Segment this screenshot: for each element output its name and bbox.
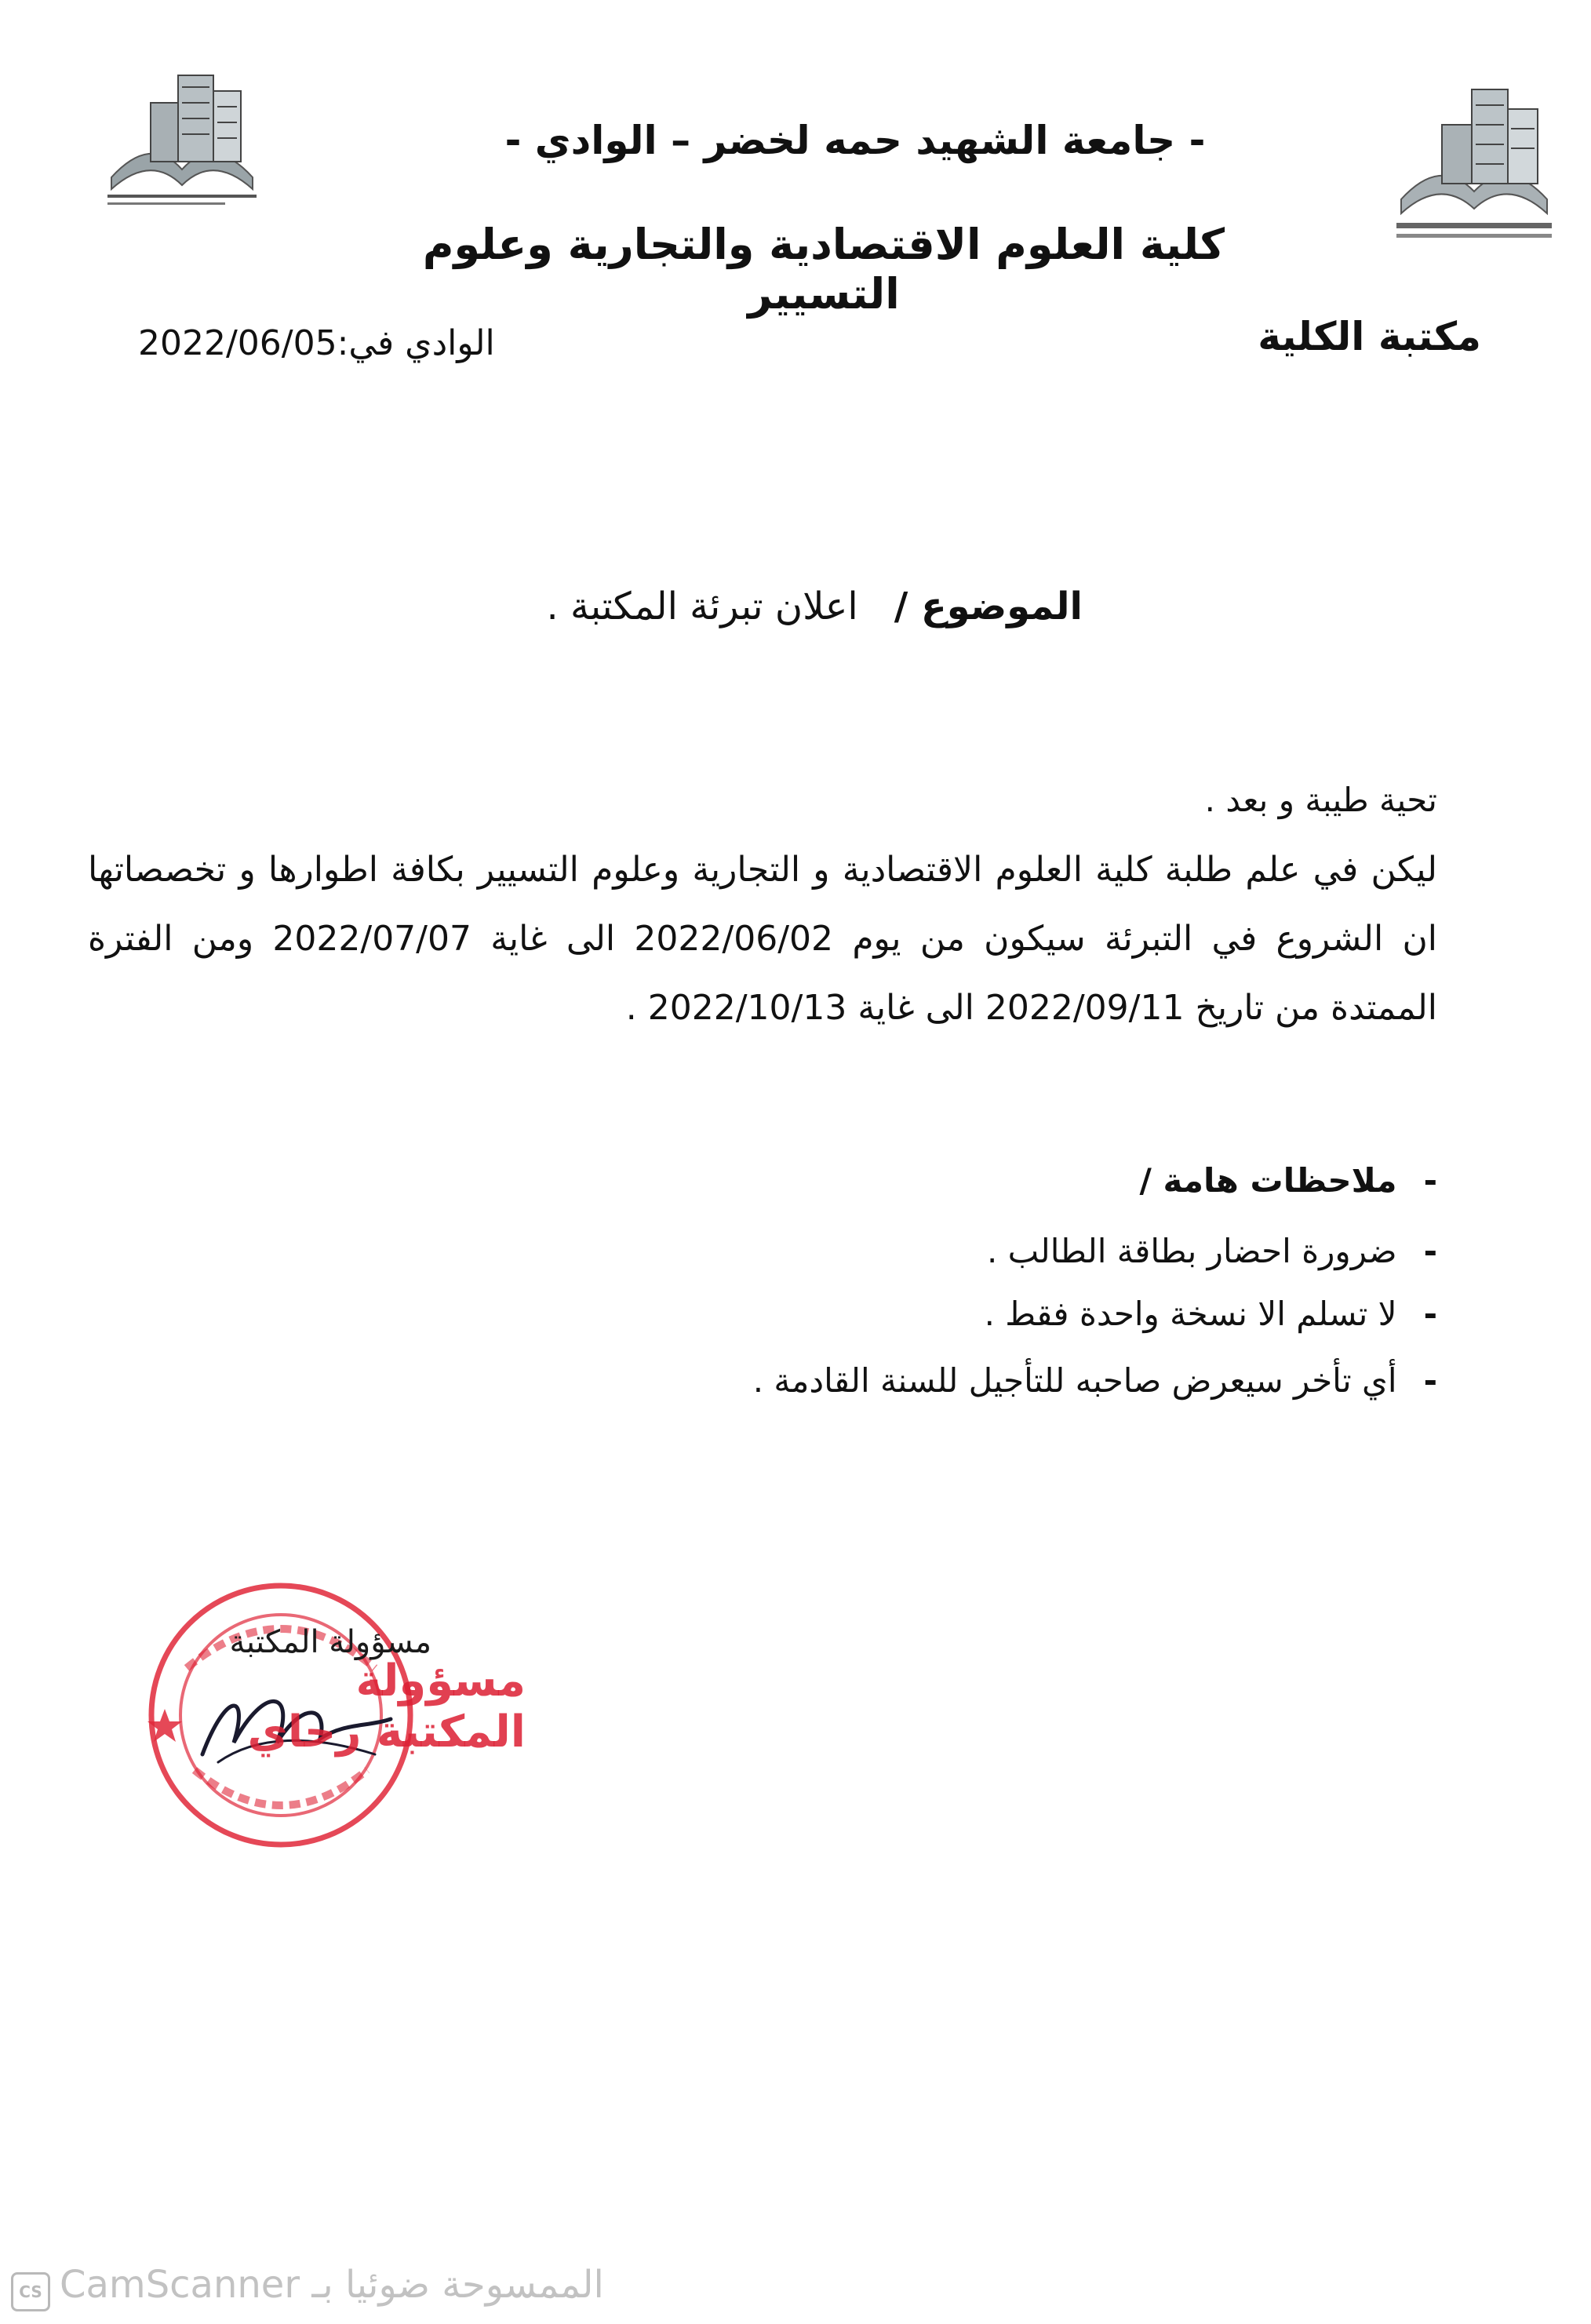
university-logo-right [1393,82,1555,246]
bullet-dash: - [1423,1232,1437,1270]
library-heading: مكتبة الكلية [1258,314,1481,359]
subject-line [439,585,1083,628]
university-name: - جامعة الشهيد حمه لخضر – الوادي - [504,118,1206,163]
faculty-name: كلية العلوم الاقتصادية والتجارية وعلوم التسيير [422,220,1225,319]
note-item [496,1295,1437,1333]
bullet-dash: - [1423,1295,1437,1333]
notes-title [810,1161,1437,1200]
note-text: أي تأخر سيعرض صاحبه للتأجيل للسنة القادمة . [752,1361,1397,1400]
subject-label: الموضوع / [894,585,1083,628]
note-item [496,1361,1437,1400]
bullet-dash: - [1423,1361,1437,1400]
university-logo-left [104,60,260,209]
bullet-dash: - [1423,1161,1437,1200]
building-book-icon [1393,82,1555,246]
note-item [496,1232,1437,1270]
greeting: تحية طيبة و بعد . [1204,781,1437,819]
note-text: لا تسلم الا نسخة واحدة فقط . [984,1295,1397,1333]
stamp-ink-text: مسؤولة المكتبة رحاي [247,1656,526,1758]
signature-title: مسؤولة المكتبة [229,1624,431,1660]
announcement-paragraph: ليكن في علم طلبة كلية العلوم الاقتصادية و التجارية وعلوم التسيير بكافة اطوارها و تخصصاتها ان الشروع في التبرئة سيكون من يوم 2022/06/02 الى غاية 2022/07/07 ومن الفترة الممتدة من تاريخ 2022/09/11 الى غاية 2022/10/13 . [88,850,1438,1028]
building-book-icon [104,60,260,209]
notes-title-text: ملاحظات هامة / [1139,1161,1397,1200]
scanner-watermark [11,2263,748,2310]
camscanner-icon: CS [11,2272,50,2311]
scanner-text: الممسوحة ضوئيا بـ CamScanner [60,2263,604,2307]
note-text: ضرورة احضار بطاقة الطالب . [986,1232,1397,1270]
place-date: الوادي في:2022/06/05 [138,323,495,363]
subject-text: اعلان تبرئة المكتبة . [546,585,858,628]
